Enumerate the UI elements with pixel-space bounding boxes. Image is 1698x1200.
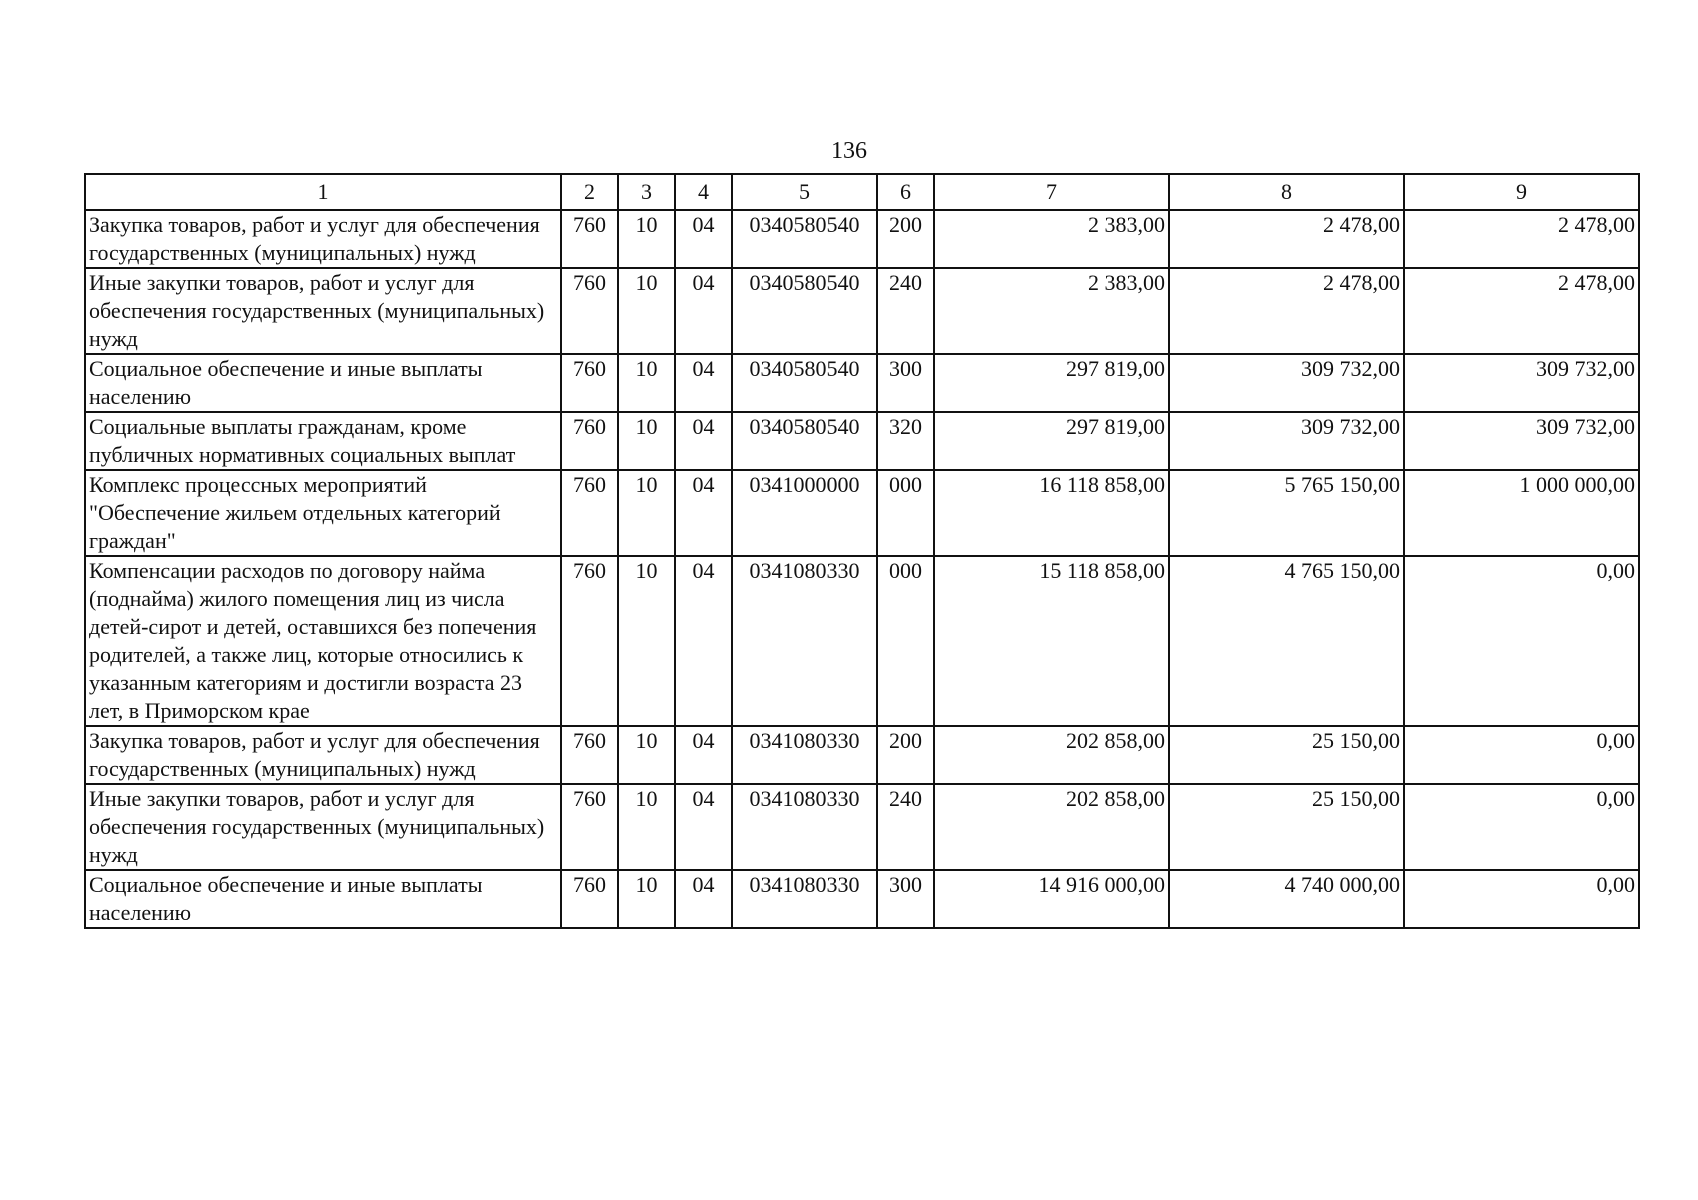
amount-col-9: 2 478,00 (1404, 210, 1639, 268)
section-code: 10 (618, 470, 675, 556)
section-code: 10 (618, 412, 675, 470)
subsection-code: 04 (675, 210, 732, 268)
expense-type-code: 200 (877, 210, 934, 268)
amount-col-9: 2 478,00 (1404, 268, 1639, 354)
expense-name: Иные закупки товаров, работ и услуг для обеспечения государственных (муниципальных) нужд (85, 784, 561, 870)
subsection-code: 04 (675, 412, 732, 470)
ministry-code: 760 (561, 268, 618, 354)
ministry-code: 760 (561, 784, 618, 870)
expense-name: Социальное обеспечение и иные выплаты населению (85, 870, 561, 928)
amount-col-9: 309 732,00 (1404, 412, 1639, 470)
table-row (85, 412, 1639, 470)
target-article-code: 0341080330 (732, 556, 877, 726)
expense-name: Закупка товаров, работ и услуг для обеспечения государственных (муниципальных) нужд (85, 210, 561, 268)
amount-col-7: 297 819,00 (934, 354, 1169, 412)
column-header: 3 (618, 174, 675, 210)
table-row (85, 556, 1639, 726)
table-row (85, 354, 1639, 412)
section-code: 10 (618, 354, 675, 412)
page-number: 136 (831, 138, 867, 164)
table-row (85, 726, 1639, 784)
amount-col-7: 202 858,00 (934, 726, 1169, 784)
expense-type-code: 200 (877, 726, 934, 784)
section-code: 10 (618, 726, 675, 784)
amount-col-9: 0,00 (1404, 784, 1639, 870)
target-article-code: 0341080330 (732, 784, 877, 870)
amount-col-7: 15 118 858,00 (934, 556, 1169, 726)
amount-col-7: 2 383,00 (934, 210, 1169, 268)
amount-col-7: 14 916 000,00 (934, 870, 1169, 928)
table-row (85, 268, 1639, 354)
section-code: 10 (618, 268, 675, 354)
expense-name: Иные закупки товаров, работ и услуг для обеспечения государственных (муниципальных) нужд (85, 268, 561, 354)
amount-col-8: 5 765 150,00 (1169, 470, 1404, 556)
subsection-code: 04 (675, 268, 732, 354)
amount-col-7: 16 118 858,00 (934, 470, 1169, 556)
target-article-code: 0341080330 (732, 726, 877, 784)
expense-type-code: 000 (877, 470, 934, 556)
expense-name: Социальное обеспечение и иные выплаты населению (85, 354, 561, 412)
header-row (85, 174, 1639, 210)
amount-col-9: 0,00 (1404, 870, 1639, 928)
target-article-code: 0341000000 (732, 470, 877, 556)
ministry-code: 760 (561, 556, 618, 726)
subsection-code: 04 (675, 726, 732, 784)
expense-name: Компенсации расходов по договору найма (поднайма) жилого помещения лиц из числа детей-сирот и детей, оставшихся без попечения родителей, а также лиц, которые относились к указанным категориям и достигли возраста 23 лет, в Приморском крае (85, 556, 561, 726)
ministry-code: 760 (561, 726, 618, 784)
amount-col-9: 0,00 (1404, 726, 1639, 784)
target-article-code: 0340580540 (732, 412, 877, 470)
column-header: 8 (1169, 174, 1404, 210)
target-article-code: 0340580540 (732, 268, 877, 354)
ministry-code: 760 (561, 354, 618, 412)
table-row (85, 210, 1639, 268)
section-code: 10 (618, 210, 675, 268)
subsection-code: 04 (675, 354, 732, 412)
expense-name: Закупка товаров, работ и услуг для обеспечения государственных (муниципальных) нужд (85, 726, 561, 784)
expense-type-code: 240 (877, 784, 934, 870)
amount-col-9: 1 000 000,00 (1404, 470, 1639, 556)
amount-col-8: 2 478,00 (1169, 268, 1404, 354)
amount-col-8: 25 150,00 (1169, 784, 1404, 870)
expense-type-code: 000 (877, 556, 934, 726)
amount-col-7: 297 819,00 (934, 412, 1169, 470)
column-header: 4 (675, 174, 732, 210)
target-article-code: 0341080330 (732, 870, 877, 928)
section-code: 10 (618, 784, 675, 870)
column-header: 9 (1404, 174, 1639, 210)
column-header: 5 (732, 174, 877, 210)
column-header: 1 (85, 174, 561, 210)
subsection-code: 04 (675, 870, 732, 928)
expense-name: Комплекс процессных мероприятий "Обеспечение жильем отдельных категорий граждан" (85, 470, 561, 556)
budget-table (84, 173, 1640, 929)
section-code: 10 (618, 870, 675, 928)
ministry-code: 760 (561, 412, 618, 470)
amount-col-9: 309 732,00 (1404, 354, 1639, 412)
ministry-code: 760 (561, 870, 618, 928)
subsection-code: 04 (675, 556, 732, 726)
expense-name: Социальные выплаты гражданам, кроме публичных нормативных социальных выплат (85, 412, 561, 470)
subsection-code: 04 (675, 470, 732, 556)
table-row (85, 470, 1639, 556)
amount-col-8: 309 732,00 (1169, 412, 1404, 470)
target-article-code: 0340580540 (732, 354, 877, 412)
subsection-code: 04 (675, 784, 732, 870)
amount-col-8: 4 765 150,00 (1169, 556, 1404, 726)
section-code: 10 (618, 556, 675, 726)
target-article-code: 0340580540 (732, 210, 877, 268)
table-row (85, 870, 1639, 928)
ministry-code: 760 (561, 470, 618, 556)
column-header: 6 (877, 174, 934, 210)
amount-col-8: 25 150,00 (1169, 726, 1404, 784)
amount-col-7: 202 858,00 (934, 784, 1169, 870)
amount-col-8: 309 732,00 (1169, 354, 1404, 412)
expense-type-code: 300 (877, 354, 934, 412)
amount-col-7: 2 383,00 (934, 268, 1169, 354)
expense-type-code: 240 (877, 268, 934, 354)
ministry-code: 760 (561, 210, 618, 268)
amount-col-8: 2 478,00 (1169, 210, 1404, 268)
expense-type-code: 300 (877, 870, 934, 928)
amount-col-9: 0,00 (1404, 556, 1639, 726)
column-header: 2 (561, 174, 618, 210)
expense-type-code: 320 (877, 412, 934, 470)
column-header: 7 (934, 174, 1169, 210)
table-row (85, 784, 1639, 870)
amount-col-8: 4 740 000,00 (1169, 870, 1404, 928)
